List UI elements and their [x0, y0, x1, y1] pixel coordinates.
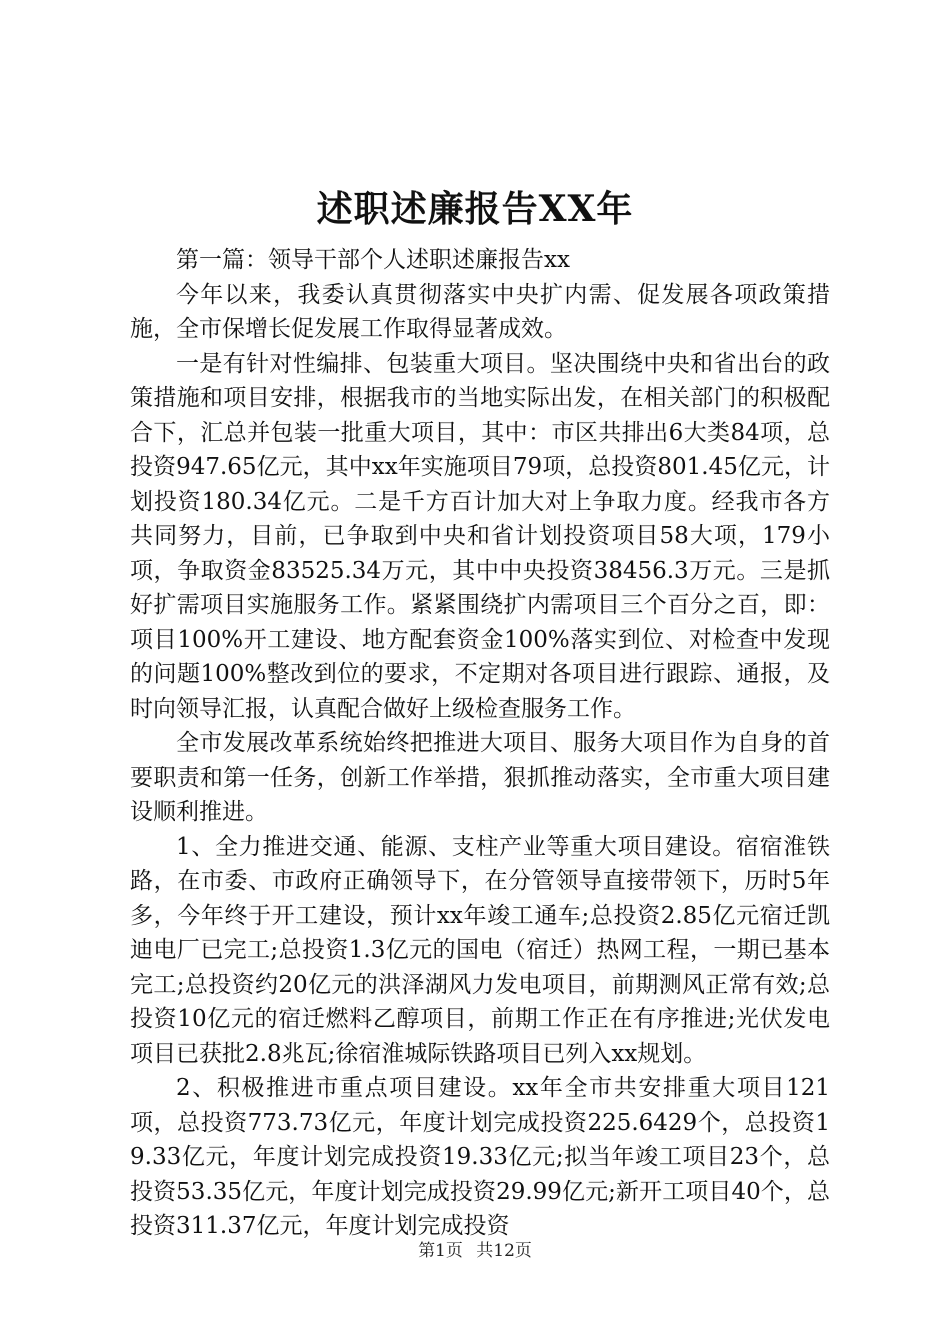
document-body — [130, 243, 830, 1244]
paragraph-heading: 第一篇：领导干部个人述职述廉报告xx — [176, 247, 570, 273]
page-number-total: 共12页 — [476, 1241, 532, 1261]
paragraph: 全市发展改革系统始终把推进大项目、服务大项目作为自身的首要职责和第一任务，创新工作举措，狠抓推动落实，全市重大项目建设顺利推进。 — [130, 730, 830, 825]
page-number-current: 第1页 — [418, 1241, 463, 1261]
page-footer — [0, 1239, 950, 1263]
paragraph: 2、积极推进市重点项目建设。xx年全市共安排重大项目121项，总投资773.73亿元，年度计划完成投资225.6429个，总投资19.33亿元，年度计划完成投资19.33亿元;拟当年竣工项目23个，总投资53.35亿元，年度计划完成投资29.99亿元;新开工项目40个，总投资311.37亿元，年度计划完成投资 — [130, 1075, 830, 1239]
paragraph: 一是有针对性编排、包装重大项目。坚决围绕中央和省出台的政策措施和项目安排，根据我市的当地实际出发，在相关部门的积极配合下，汇总并包装一批重大项目，其中：市区共排出6大类84项，总投资947.65亿元，其中xx年实施项目79项，总投资801.45亿元，计划投资180.34亿元。二是千方百计加大对上争取力度。经我市各方共同努力，目前，已争取到中央和省计划投资项目58大项，179小项，争取资金83525.34万元，其中中央投资38456.3万元。三是抓好扩需项目实施服务工作。紧紧围绕扩内需项目三个百分之百，即：项目100%开工建设、地方配套资金100%落实到位、对检查中发现的问题100%整改到位的要求，不定期对各项目进行跟踪、通报，及时向领导汇报，认真配合做好上级检查服务工作。 — [130, 350, 830, 722]
document-title: 述职述廉报告XX年 — [316, 188, 634, 230]
paragraph: 今年以来，我委认真贯彻落实中央扩内需、促发展各项政策措施，全市保增长促发展工作取得显著成效。 — [130, 281, 830, 342]
paragraph: 1、全力推进交通、能源、支柱产业等重大项目建设。宿宿淮铁路，在市委、市政府正确领导下，在分管领导直接带领下，历时5年多，今年终于开工建设，预计xx年竣工通车;总投资2.85亿元宿迁凯迪电厂已完工;总投资1.3亿元的国电（宿迁）热网工程，一期已基本完工;总投资约20亿元的洪泽湖风力发电项目，前期测风正常有效;总投资10亿元的宿迁燃料乙醇项目，前期工作正在有序推进;光伏发电项目已获批2.8兆瓦;徐宿淮城际铁路项目已列入xx规划。 — [130, 833, 830, 1067]
